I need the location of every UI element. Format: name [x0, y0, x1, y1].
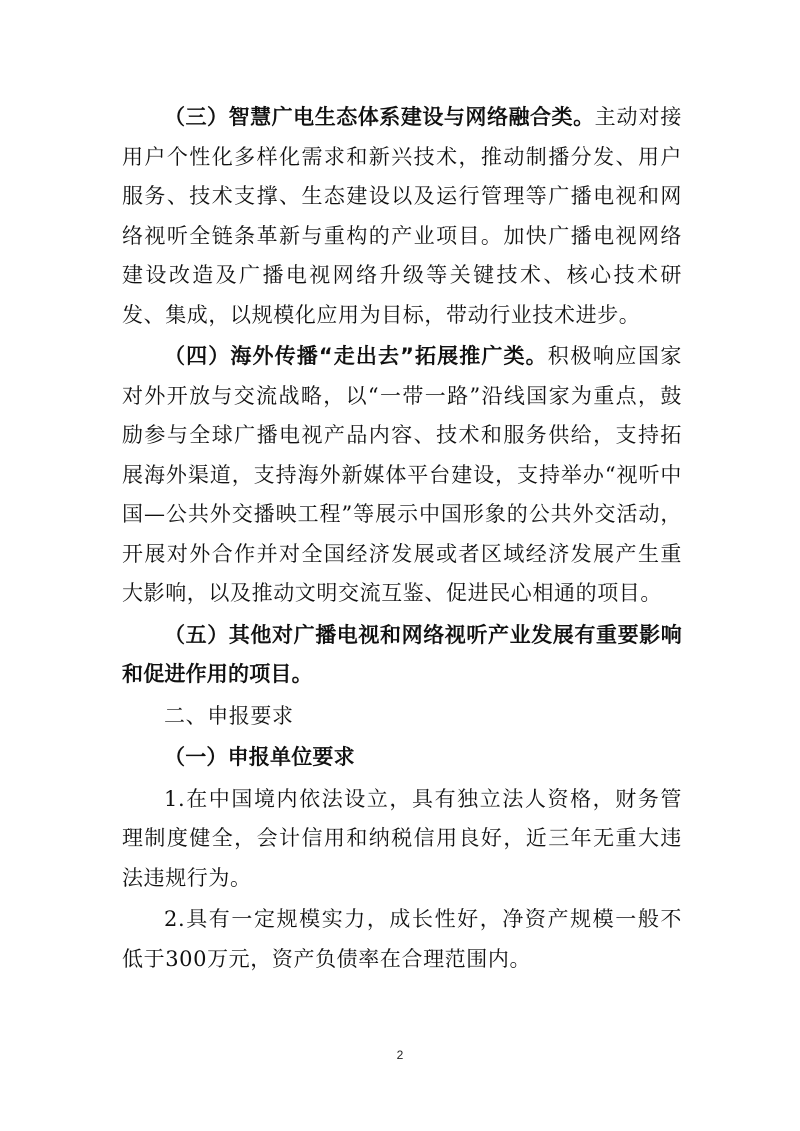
section-title-requirements: 二、申报要求: [164, 703, 294, 728]
heading-overseas: （四）海外传播“走出去”拓展推广类。: [164, 344, 548, 368]
requirement-item-2: 2.具有一定规模实力，成长性好，净资产规模一般不低于300万元，资产负债率在合理范围内。: [122, 907, 682, 971]
subsection-title-applicant: （一）申报单位要求: [164, 745, 355, 769]
heading-smart-broadcast: （三）智慧广电生态体系建设与网络融合类。: [164, 105, 595, 129]
text-smart-broadcast: 主动对接用户个性化多样化需求和新兴技术，推动制播分发、用户服务、技术支撑、生态建设以及运行管理等广播电视和网络视听全链条革新与重构的产业项目。加快广播电视网络建设改造及广播电视网络升级等关键技术、核心技术研发、集成，以规模化应用为目标，带动行业技术进步。: [122, 105, 682, 327]
paragraph-overseas: [122, 337, 682, 614]
text-overseas: 积极响应国家对外开放与交流战略，以“一带一路”沿线国家为重点，鼓励参与全球广播电视产品内容、技术和服务供给，支持拓展海外渠道，支持海外新媒体平台建设，支持举办“视听中国—公共外交播映工程”等展示中国形象的公共外交活动，开展对外合作并对全国经济发展或者区域经济发展产生重大影响，以及推动文明交流互鉴、促进民心相通的项目。: [122, 344, 683, 605]
document-body: [122, 98, 682, 979]
heading-other: （五）其他对广播电视和网络视听产业发展有重要影响和促进作用的项目。: [122, 622, 682, 686]
paragraph-smart-broadcast: [122, 98, 682, 335]
requirement-item-1: 1.在中国境内依法设立，具有独立法人资格，财务管理制度健全，会计信用和纳税信用良好，近三年无重大违法违规行为。: [122, 786, 682, 890]
page-number: 2: [396, 1048, 404, 1062]
